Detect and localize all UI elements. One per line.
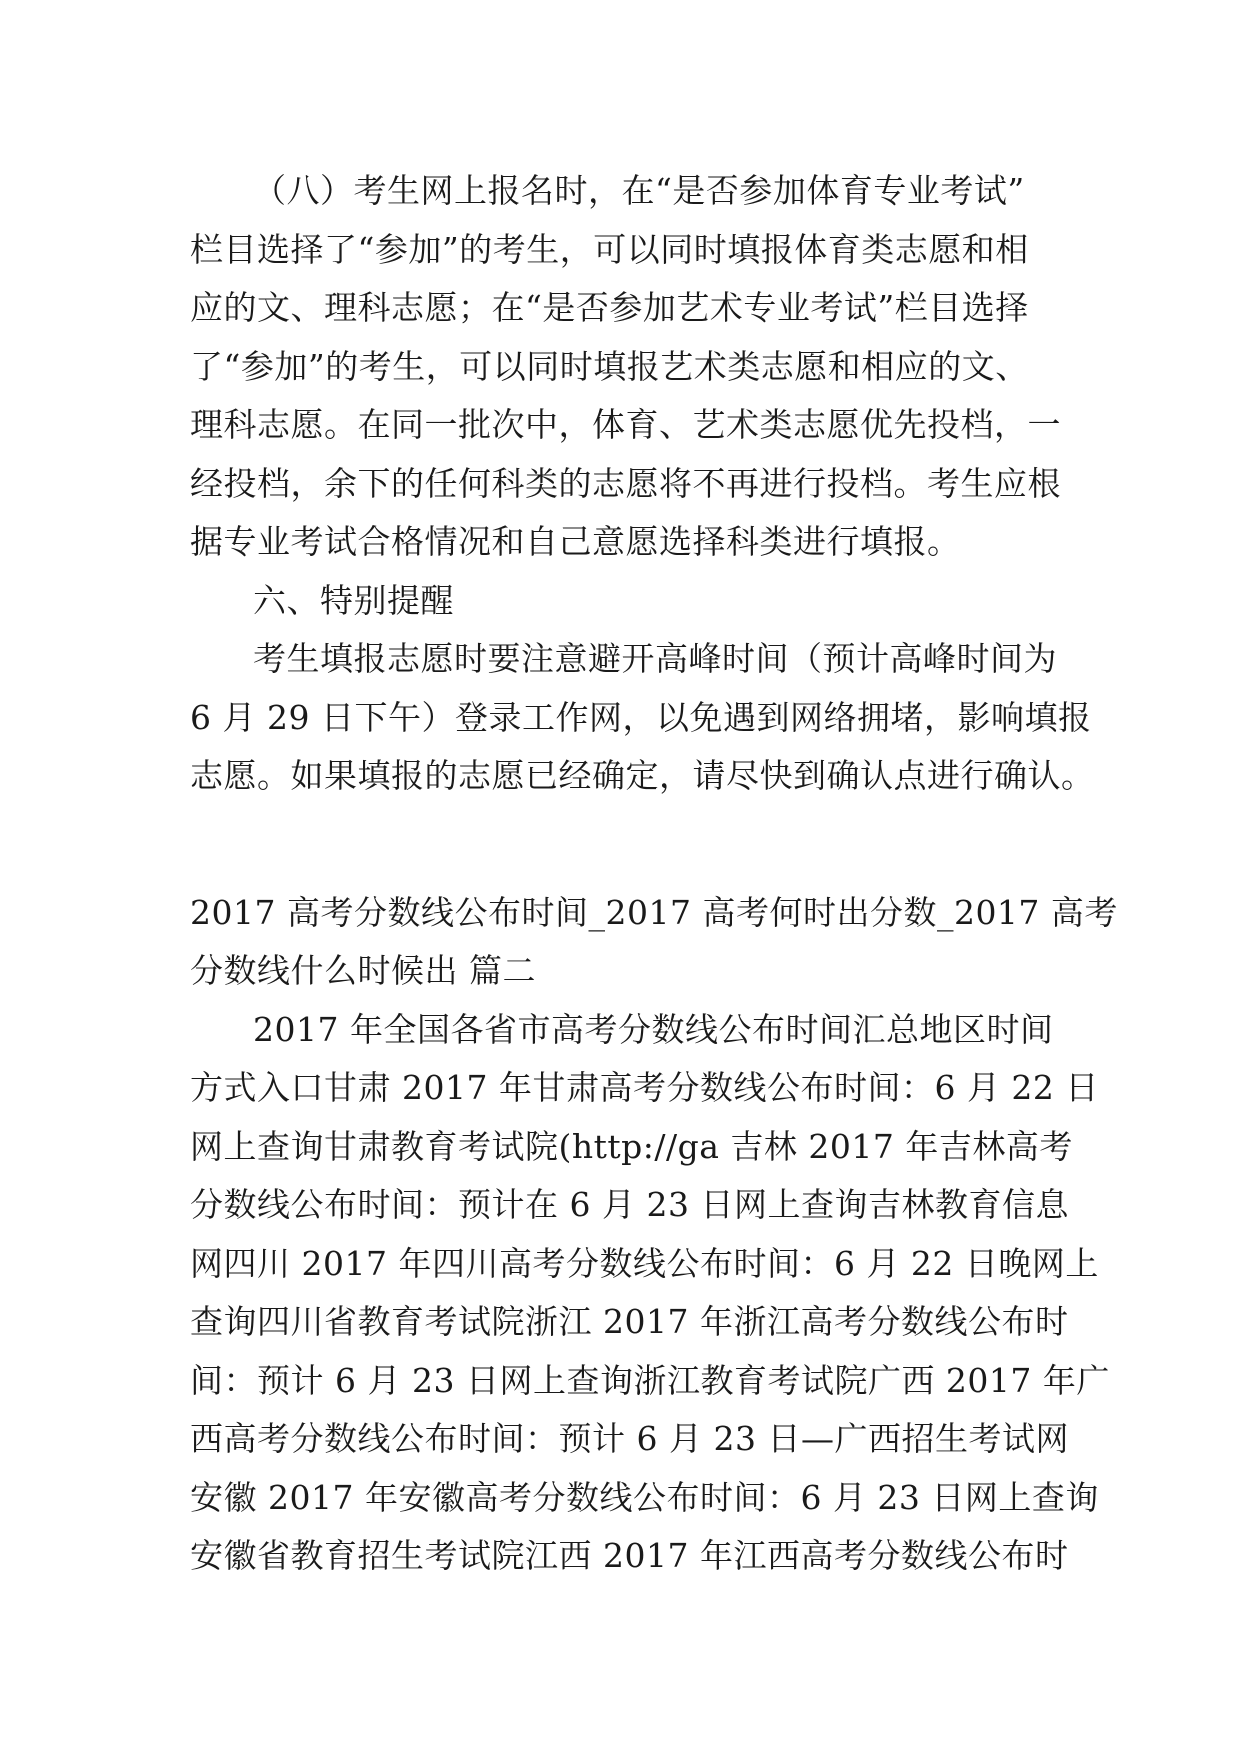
text-line: 间：预计 6 月 23 日网上查询浙江教育考试院广西 2017 年广: [190, 1360, 1110, 1400]
text-line: 经投档，余下的任何科类的志愿将不再进行投档。考生应根: [190, 463, 1061, 503]
text-line: （八）考生网上报名时，在“是否参加体育专业考试”: [253, 171, 1025, 210]
article-body-paragraph: [190, 1001, 1110, 1586]
paragraph-spacer: [190, 806, 1050, 884]
text-line: 6 月 29 日下午）登录工作网，以免遇到网络拥堵，影响填报: [190, 697, 1092, 737]
section-8-paragraph: [190, 162, 1061, 572]
section-heading: 六、特别提醒: [253, 580, 454, 620]
text-line: 西高考分数线公布时间：预计 6 月 23 日—广西招生考试网: [190, 1419, 1069, 1458]
article-title: [190, 884, 1118, 1001]
text-line: 方式入口甘肃 2017 年甘肃高考分数线公布时间：6 月 22 日: [190, 1068, 1099, 1107]
text-line: 考生填报志愿时要注意避开高峰时间（预计高峰时间为: [253, 639, 1057, 678]
document-body: [190, 162, 1118, 1586]
text-line: 安徽 2017 年安徽高考分数线公布时间：6 月 23 日网上查询: [190, 1477, 1099, 1517]
title-line: 分数线什么时候出 篇二: [190, 951, 536, 990]
text-line: 网四川 2017 年四川高考分数线公布时间：6 月 22 日晚网上: [190, 1243, 1099, 1283]
text-line: 理科志愿。在同一批次中，体育、艺术类志愿优先投档，一: [190, 405, 1061, 444]
text-line: 网上查询甘肃教育考试院(http://ga 吉林 2017 年吉林高考: [190, 1126, 1073, 1166]
text-line: 栏目选择了“参加”的考生，可以同时填报体育类志愿和相: [190, 229, 1029, 269]
text-line: 了“参加”的考生，可以同时填报艺术类志愿和相应的文、: [190, 346, 1029, 386]
title-line: 2017 高考分数线公布时间_2017 高考何时出分数_2017 高考: [190, 892, 1118, 932]
text-line: 安徽省教育招生考试院江西 2017 年江西高考分数线公布时: [190, 1536, 1069, 1575]
text-line: 查询四川省教育考试院浙江 2017 年浙江高考分数线公布时: [190, 1302, 1069, 1341]
text-line: 2017 年全国各省市高考分数线公布时间汇总地区时间: [253, 1009, 1054, 1049]
text-line: 应的文、理科志愿；在“是否参加艺术专业考试”栏目选择: [190, 288, 1029, 327]
text-line: 志愿。如果填报的志愿已经确定，请尽快到确认点进行确认。: [190, 756, 1095, 795]
reminder-paragraph: [190, 630, 1095, 806]
text-line: 分数线公布时间：预计在 6 月 23 日网上查询吉林教育信息: [190, 1185, 1069, 1224]
text-line: 据专业考试合格情况和自己意愿选择科类进行填报。: [190, 522, 961, 561]
